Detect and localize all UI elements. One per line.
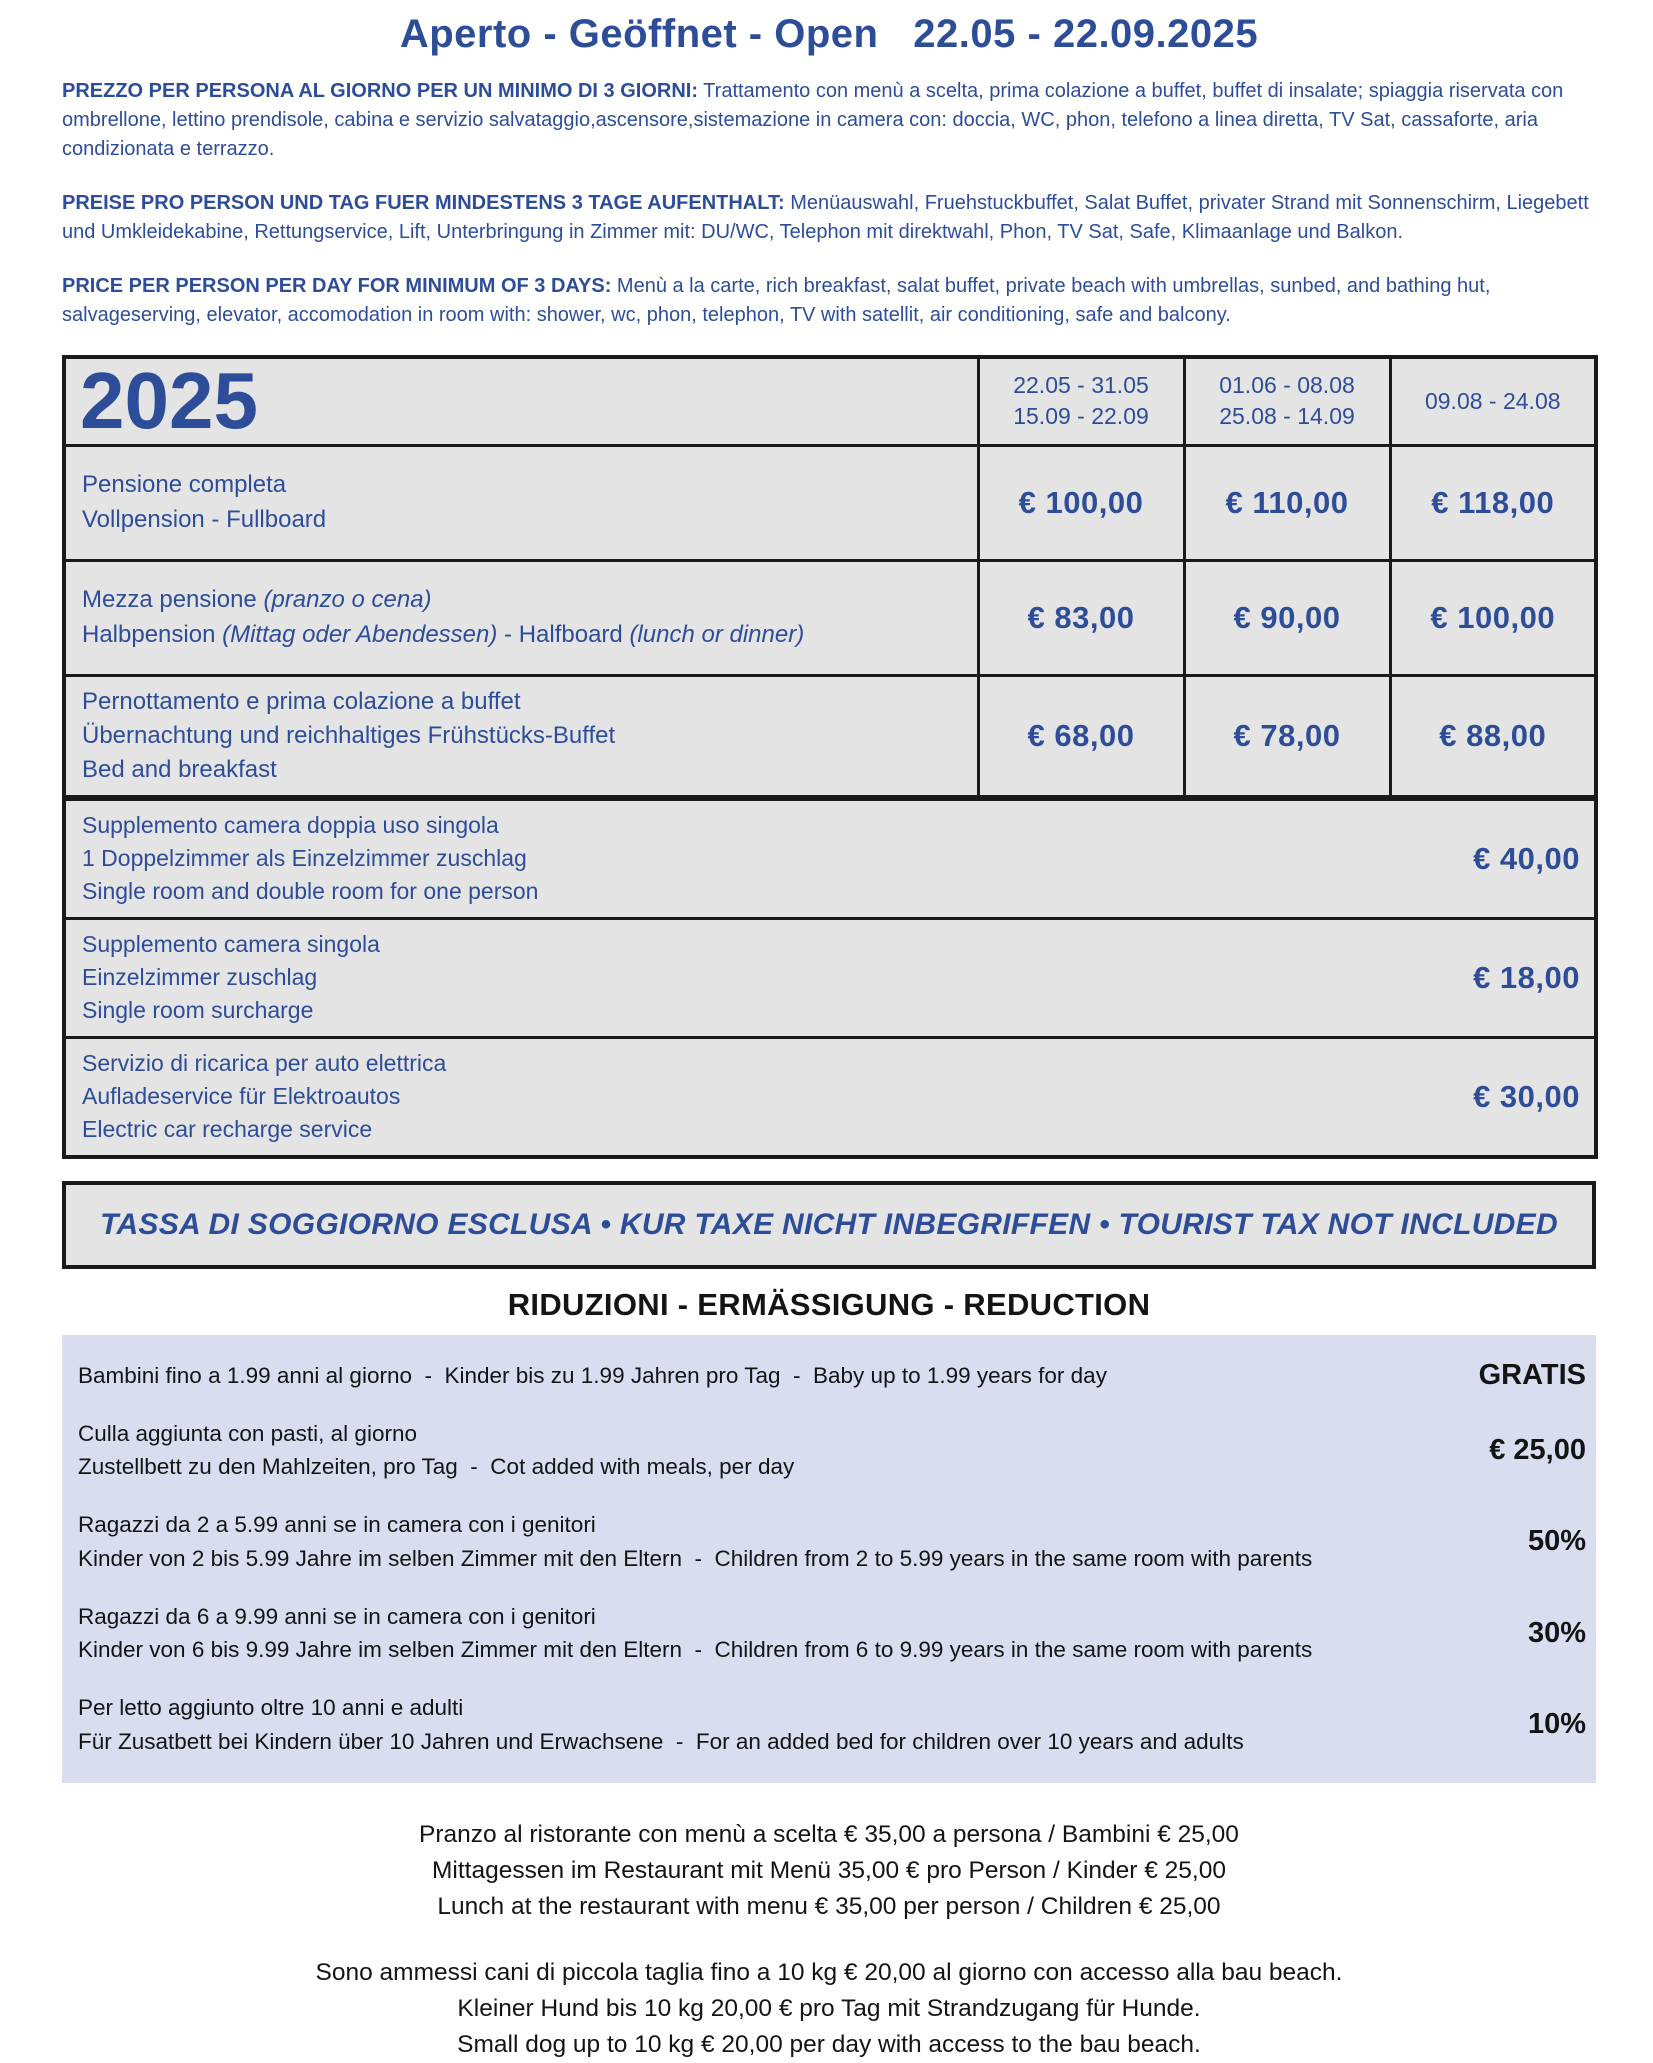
page-title: Aperto - Geöffnet - Open 22.05 - 22.09.2025	[399, 12, 1259, 56]
intro-paragraph	[62, 272, 1596, 330]
label-line	[82, 719, 967, 753]
label-segment: Bed and breakfast	[82, 755, 277, 783]
price-table	[62, 355, 1598, 1159]
label-line	[82, 1080, 446, 1113]
reduction-item	[62, 1691, 1596, 1759]
intro-lead: PREISE PRO PERSON UND TAG FUER MINDESTENS 3 TAGE AUFENTHALT:	[62, 192, 785, 214]
price-cell: € 78,00	[1184, 675, 1390, 798]
row-label	[64, 675, 978, 798]
supplement-price: € 30,00	[1473, 1078, 1580, 1114]
label-segment: Pensione completa	[82, 471, 287, 499]
price-cell: € 118,00	[1390, 445, 1596, 560]
reduction-text	[78, 1359, 1107, 1393]
label-segment: Single room surcharge	[82, 997, 314, 1024]
supplement-cell	[64, 918, 1596, 1037]
intro-paragraph	[62, 189, 1596, 247]
supplement-cell	[64, 1037, 1596, 1157]
footer-note	[62, 1817, 1596, 1925]
season-dates: 09.08 - 24.08	[1424, 387, 1561, 414]
footer-line: Kleiner Hund bis 10 kg 20,00 € pro Tag mit Strandzugang für Hunde.	[457, 1994, 1201, 2022]
reduction-text	[78, 1600, 1312, 1668]
label-segment: Supplemento camera doppia uso singola	[82, 811, 499, 838]
label-segment: Vollpension - Fullboard	[82, 505, 327, 533]
price-cell: € 100,00	[978, 445, 1184, 560]
label-segment: (Mittag oder Abendessen)	[222, 620, 498, 648]
label-segment: Aufladeservice für Elektroautos	[82, 1083, 401, 1110]
reduction-value: 50%	[1527, 1525, 1586, 1558]
label-segment: Übernachtung und reichhaltiges Frühstücks-Buffet	[82, 721, 616, 749]
reduction-item	[62, 1508, 1596, 1576]
board-row	[64, 560, 1596, 675]
intro-text: Menüauswahl, Fruehstuckbuffet, Salat Buffet, privater Strand mit Sonnenschirm, Liegebett und Umkleidekabine, Rettungservice, Lift, Unterbringung in Zimmer mit: DU/WC, Telephon mit direktwahl, Phon, TV Sat, Safe, Klimaanlage und Balkon.	[62, 192, 1589, 243]
reductions-panel	[62, 1335, 1596, 1783]
label-line	[82, 753, 967, 787]
label-segment: (pranzo o cena)	[263, 586, 432, 614]
footer-line: Small dog up to 10 kg € 20,00 per day with access to the bau beach.	[457, 2030, 1201, 2058]
label-line	[82, 1047, 446, 1080]
reduction-item	[62, 1600, 1596, 1668]
label-line	[82, 809, 538, 842]
reduction-text	[78, 1508, 1312, 1576]
label-segment: Halbpension	[82, 620, 223, 648]
label-line	[82, 928, 380, 961]
label-segment: 1 Doppelzimmer als Einzelzimmer zuschlag	[82, 845, 527, 872]
intro-lead: PRICE PER PERSON PER DAY FOR MINIMUM OF 3 DAYS:	[62, 275, 612, 297]
supplement-row	[64, 1037, 1596, 1157]
season-dates: 22.05 - 31.05	[1013, 372, 1149, 399]
reduction-line: Per letto aggiunto oltre 10 anni e adulti	[78, 1695, 464, 1721]
label-segment: Servizio di ricarica per auto elettrica	[82, 1049, 447, 1076]
footer-line: Sono ammessi cani di piccola taglia fino a 10 kg € 20,00 al giorno con accesso alla bau beach.	[315, 1958, 1343, 1986]
supplement-content	[66, 920, 1594, 1036]
reductions-title: RIDUZIONI - ERMÄSSIGUNG - REDUCTION	[507, 1286, 1151, 1322]
label-line	[82, 503, 967, 537]
supplement-price: € 18,00	[1473, 959, 1580, 995]
label-segment: - Halfboard	[497, 620, 630, 648]
tourist-tax-text: TASSA DI SOGGIORNO ESCLUSA • KUR TAXE NICHT INBEGRIFFEN • TOURIST TAX NOT INCLUDED	[100, 1207, 1558, 1241]
supplement-content	[66, 1039, 1594, 1155]
intro-paragraphs	[62, 77, 1596, 330]
board-row	[64, 445, 1596, 560]
label-line	[82, 1113, 446, 1146]
reduction-value: GRATIS	[1478, 1359, 1586, 1392]
supplement-content	[66, 801, 1594, 917]
label-line	[82, 685, 967, 719]
label-line	[82, 468, 967, 502]
intro-text: Trattamento con menù a scelta, prima colazione a buffet, buffet di insalate; spiaggia riservata con ombrellone, lettino prendisole, cabina e servizio salvataggio,ascensore,sistemazione in camera con: doccia, WC, phon, telefono a linea diretta, TV Sat, cassaforte, aria condizionata e terrazzo.	[62, 80, 1564, 160]
supplement-label	[66, 801, 548, 917]
intro-paragraph	[62, 77, 1596, 164]
price-cell: € 90,00	[1184, 560, 1390, 675]
supplement-cell	[64, 798, 1596, 919]
label-line	[82, 961, 380, 994]
season-header	[1390, 357, 1596, 445]
reduction-item	[62, 1417, 1596, 1485]
year-label: 2025	[64, 357, 978, 445]
row-label	[64, 445, 978, 560]
footer-note	[62, 1955, 1596, 2063]
price-cell: € 88,00	[1390, 675, 1596, 798]
reduction-value: 10%	[1527, 1708, 1586, 1741]
season-dates: 15.09 - 22.09	[1013, 403, 1149, 430]
label-segment: (lunch or dinner)	[629, 620, 805, 648]
label-line	[82, 842, 538, 875]
row-label	[64, 560, 978, 675]
season-header	[978, 357, 1184, 445]
supplement-row	[64, 918, 1596, 1037]
label-segment: Single room and double room for one person	[82, 878, 539, 905]
season-dates: 01.06 - 08.08	[1219, 372, 1355, 399]
reduction-text	[78, 1417, 794, 1485]
season-dates: 25.08 - 14.09	[1219, 403, 1355, 430]
price-cell: € 68,00	[978, 675, 1184, 798]
reduction-line: Kinder von 6 bis 9.99 Jahre im selben Zimmer mit den Eltern - Children from 6 to 9.99 years in the same room with parents	[78, 1637, 1313, 1663]
season-header-row	[64, 357, 1596, 445]
reduction-line: Ragazzi da 2 a 5.99 anni se in camera con i genitori	[78, 1512, 596, 1538]
intro-text: Menù a la carte, rich breakfast, salat buffet, private beach with umbrellas, sunbed, and bathing hut, salvageserving, elevator, accomodation in room with: shower, wc, phon, telephon, TV with satellit, air conditioning, safe and balcony.	[62, 275, 1491, 326]
price-cell: € 100,00	[1390, 560, 1596, 675]
footer-line: Lunch at the restaurant with menu € 35,00 per person / Children € 25,00	[437, 1892, 1221, 1920]
supplement-row	[64, 798, 1596, 919]
label-segment: Pernottamento e prima colazione a buffet	[82, 687, 521, 715]
label-segment: Mezza pensione	[82, 586, 264, 614]
label-segment: Electric car recharge service	[82, 1116, 373, 1143]
reduction-line: Ragazzi da 6 a 9.99 anni se in camera con i genitori	[78, 1603, 596, 1629]
label-line	[82, 618, 967, 652]
reduction-item	[62, 1359, 1596, 1393]
season-header	[1184, 357, 1390, 445]
footer-notes	[62, 1817, 1596, 2063]
board-row	[64, 675, 1596, 798]
reduction-text	[78, 1691, 1244, 1759]
reduction-line: Kinder von 2 bis 5.99 Jahre im selben Zimmer mit den Eltern - Children from 2 to 5.99 years in the same room with parents	[78, 1545, 1313, 1571]
intro-lead: PREZZO PER PERSONA AL GIORNO PER UN MINIMO DI 3 GIORNI:	[62, 80, 698, 102]
label-segment: Supplemento camera singola	[82, 930, 380, 957]
label-line	[82, 583, 967, 617]
supplement-label	[66, 920, 390, 1036]
price-cell: € 83,00	[978, 560, 1184, 675]
supplement-label	[66, 1039, 456, 1155]
label-line	[82, 875, 538, 908]
reduction-line: Culla aggiunta con pasti, al giorno	[78, 1420, 417, 1446]
reduction-line: Zustellbett zu den Mahlzeiten, pro Tag - Cot added with meals, per day	[78, 1454, 795, 1480]
label-line	[82, 994, 380, 1027]
reduction-line: Für Zusatbett bei Kindern über 10 Jahren und Erwachsene - For an added bed for children over 10 years and adults	[78, 1728, 1244, 1754]
footer-line: Mittagessen im Restaurant mit Menü 35,00 € pro Person / Kinder € 25,00	[432, 1856, 1226, 1884]
footer-line: Pranzo al ristorante con menù a scelta € 35,00 a persona / Bambini € 25,00	[419, 1820, 1239, 1848]
price-cell: € 110,00	[1184, 445, 1390, 560]
tourist-tax-banner	[62, 1181, 1596, 1269]
label-segment: Einzelzimmer zuschlag	[82, 964, 318, 991]
supplement-price: € 40,00	[1473, 840, 1580, 876]
reduction-value: 30%	[1527, 1616, 1586, 1649]
reduction-line: Bambini fino a 1.99 anni al giorno - Kinder bis zu 1.99 Jahren pro Tag - Baby up to 1.99 years for day	[78, 1362, 1107, 1388]
reduction-value: € 25,00	[1489, 1433, 1586, 1466]
